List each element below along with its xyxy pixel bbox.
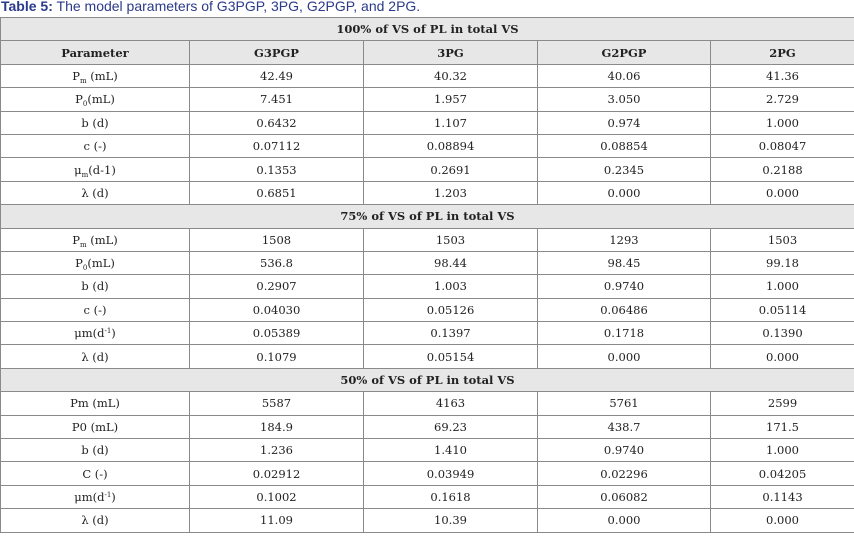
section-title: 75% of VS of PL in total VS bbox=[1, 205, 854, 228]
parameter-symbol: P0 (mL) bbox=[71, 419, 119, 434]
value-cell: 0.6851 bbox=[190, 181, 364, 204]
value-cell: 0.1618 bbox=[364, 485, 538, 508]
value-cell: 5761 bbox=[538, 392, 711, 415]
parameter-symbol: c (-) bbox=[83, 139, 107, 154]
value-cell: 0.1079 bbox=[190, 345, 364, 368]
parameter-unit: ) bbox=[111, 326, 116, 341]
value-cell: 69.23 bbox=[364, 415, 538, 438]
parameter-cell bbox=[1, 88, 190, 111]
parameter-symbol: C (-) bbox=[82, 466, 108, 481]
section-title: 100% of VS of PL in total VS bbox=[1, 18, 854, 41]
value-cell: 0.07112 bbox=[190, 134, 364, 157]
parameter-subscript: m bbox=[79, 240, 87, 249]
table-row bbox=[1, 158, 854, 181]
table-row bbox=[1, 111, 854, 134]
table-caption bbox=[1, 0, 420, 16]
value-cell: 99.18 bbox=[711, 251, 854, 274]
value-cell: 0.08047 bbox=[711, 134, 854, 157]
parameter-symbol: b (d) bbox=[81, 443, 109, 458]
value-cell: 5587 bbox=[190, 392, 364, 415]
parameter-unit: (mL) bbox=[86, 68, 118, 83]
parameter-cell bbox=[1, 392, 190, 415]
parameter-unit: (mL) bbox=[86, 232, 118, 247]
table-row bbox=[1, 485, 854, 508]
parameter-cell bbox=[1, 228, 190, 251]
value-cell: 0.2188 bbox=[711, 158, 854, 181]
table-row bbox=[1, 228, 854, 251]
caption-label: Table 5: bbox=[1, 0, 53, 14]
table-row bbox=[1, 509, 854, 532]
column-header: G2PGP bbox=[538, 41, 711, 64]
value-cell: 0.05154 bbox=[364, 345, 538, 368]
value-cell: 0.1002 bbox=[190, 485, 364, 508]
value-cell: 0.6432 bbox=[190, 111, 364, 134]
parameter-cell bbox=[1, 181, 190, 204]
parameter-cell bbox=[1, 509, 190, 532]
parameter-symbol: Pm (mL) bbox=[70, 396, 120, 411]
value-cell: 0.02296 bbox=[538, 462, 711, 485]
parameter-cell bbox=[1, 158, 190, 181]
value-cell: 41.36 bbox=[711, 64, 854, 87]
table-row bbox=[1, 64, 854, 87]
value-cell: 4163 bbox=[364, 392, 538, 415]
parameter-symbol: μ bbox=[74, 162, 82, 177]
parameter-cell bbox=[1, 134, 190, 157]
parameter-cell bbox=[1, 298, 190, 321]
value-cell: 0.2691 bbox=[364, 158, 538, 181]
value-cell: 1.410 bbox=[364, 439, 538, 462]
value-cell: 2.729 bbox=[711, 88, 854, 111]
value-cell: 0.000 bbox=[538, 345, 711, 368]
parameter-subscript: m bbox=[81, 170, 89, 179]
value-cell: 98.45 bbox=[538, 251, 711, 274]
table-row bbox=[1, 298, 854, 321]
table-row bbox=[1, 275, 854, 298]
value-cell: 0.08894 bbox=[364, 134, 538, 157]
value-cell: 0.1718 bbox=[538, 322, 711, 345]
parameter-symbol: b (d) bbox=[81, 279, 109, 294]
section-title: 50% of VS of PL in total VS bbox=[1, 368, 854, 391]
column-header: 2PG bbox=[711, 41, 854, 64]
parameter-symbol: μm(d bbox=[74, 326, 105, 341]
value-cell: 1503 bbox=[711, 228, 854, 251]
value-cell: 0.1397 bbox=[364, 322, 538, 345]
parameter-unit: (mL) bbox=[87, 92, 115, 107]
parameter-subscript: 0 bbox=[82, 100, 88, 109]
value-cell: 0.1353 bbox=[190, 158, 364, 181]
value-cell: 0.1390 bbox=[711, 322, 854, 345]
parameter-superscript: -1 bbox=[104, 327, 112, 336]
value-cell: 1.000 bbox=[711, 439, 854, 462]
value-cell: 1293 bbox=[538, 228, 711, 251]
parameter-cell bbox=[1, 439, 190, 462]
column-header: Parameter bbox=[1, 41, 190, 64]
table-row bbox=[1, 415, 854, 438]
table-row bbox=[1, 134, 854, 157]
value-cell: 1.957 bbox=[364, 88, 538, 111]
value-cell: 171.5 bbox=[711, 415, 854, 438]
value-cell: 0.05126 bbox=[364, 298, 538, 321]
column-header: 3PG bbox=[364, 41, 538, 64]
value-cell: 3.050 bbox=[538, 88, 711, 111]
value-cell: 1.000 bbox=[711, 111, 854, 134]
parameter-symbol: λ (d) bbox=[81, 185, 109, 200]
parameter-cell bbox=[1, 275, 190, 298]
value-cell: 0.06486 bbox=[538, 298, 711, 321]
value-cell: 0.000 bbox=[711, 345, 854, 368]
value-cell: 40.32 bbox=[364, 64, 538, 87]
value-cell: 0.000 bbox=[711, 509, 854, 532]
header-row bbox=[1, 41, 854, 64]
table-row bbox=[1, 88, 854, 111]
parameter-cell bbox=[1, 462, 190, 485]
parameter-symbol: b (d) bbox=[81, 115, 109, 130]
value-cell: 10.39 bbox=[364, 509, 538, 532]
parameter-symbol: P bbox=[72, 68, 80, 83]
table-row bbox=[1, 345, 854, 368]
parameter-cell bbox=[1, 345, 190, 368]
value-cell: 0.9740 bbox=[538, 275, 711, 298]
value-cell: 1.203 bbox=[364, 181, 538, 204]
table-row bbox=[1, 462, 854, 485]
value-cell: 1.003 bbox=[364, 275, 538, 298]
section-row bbox=[1, 18, 854, 41]
parameter-unit: ) bbox=[111, 490, 116, 504]
parameter-symbol: μm(d bbox=[74, 490, 105, 504]
parameter-cell bbox=[1, 251, 190, 274]
value-cell: 0.04030 bbox=[190, 298, 364, 321]
table-row bbox=[1, 251, 854, 274]
parameter-symbol: λ (d) bbox=[81, 513, 109, 528]
value-cell: 0.1143 bbox=[711, 485, 854, 508]
parameter-subscript: m bbox=[79, 76, 87, 85]
parameter-symbol: P bbox=[75, 92, 83, 107]
value-cell: 1.107 bbox=[364, 111, 538, 134]
column-header: G3PGP bbox=[190, 41, 364, 64]
table-row bbox=[1, 181, 854, 204]
value-cell: 0.000 bbox=[711, 181, 854, 204]
value-cell: 0.05114 bbox=[711, 298, 854, 321]
parameter-cell bbox=[1, 64, 190, 87]
value-cell: 0.974 bbox=[538, 111, 711, 134]
value-cell: 0.04205 bbox=[711, 462, 854, 485]
parameter-cell bbox=[1, 485, 190, 508]
model-parameters-table bbox=[0, 17, 854, 533]
parameter-subscript: 0 bbox=[82, 264, 88, 273]
parameter-unit: (d-1) bbox=[88, 162, 116, 177]
value-cell: 40.06 bbox=[538, 64, 711, 87]
value-cell: 7.451 bbox=[190, 88, 364, 111]
caption-text: The model parameters of G3PGP, 3PG, G2PGP, and 2PG. bbox=[52, 0, 421, 14]
value-cell: 0.08854 bbox=[538, 134, 711, 157]
value-cell: 0.03949 bbox=[364, 462, 538, 485]
value-cell: 0.000 bbox=[538, 509, 711, 532]
section-row bbox=[1, 205, 854, 228]
table-row bbox=[1, 322, 854, 345]
parameter-superscript: -1 bbox=[104, 491, 112, 499]
value-cell: 184.9 bbox=[190, 415, 364, 438]
parameter-cell bbox=[1, 111, 190, 134]
value-cell: 98.44 bbox=[364, 251, 538, 274]
table-row bbox=[1, 392, 854, 415]
value-cell: 1508 bbox=[190, 228, 364, 251]
value-cell: 11.09 bbox=[190, 509, 364, 532]
table-row bbox=[1, 439, 854, 462]
value-cell: 0.000 bbox=[538, 181, 711, 204]
section-row bbox=[1, 368, 854, 391]
value-cell: 0.9740 bbox=[538, 439, 711, 462]
parameter-symbol: P bbox=[72, 232, 80, 247]
value-cell: 2599 bbox=[711, 392, 854, 415]
value-cell: 0.2907 bbox=[190, 275, 364, 298]
value-cell: 0.02912 bbox=[190, 462, 364, 485]
value-cell: 0.05389 bbox=[190, 322, 364, 345]
parameter-symbol: c (-) bbox=[83, 302, 107, 317]
value-cell: 0.2345 bbox=[538, 158, 711, 181]
value-cell: 0.06082 bbox=[538, 485, 711, 508]
value-cell: 1.236 bbox=[190, 439, 364, 462]
value-cell: 1.000 bbox=[711, 275, 854, 298]
parameter-unit: (mL) bbox=[87, 256, 115, 271]
value-cell: 438.7 bbox=[538, 415, 711, 438]
parameter-cell bbox=[1, 415, 190, 438]
parameter-symbol: λ (d) bbox=[81, 349, 109, 364]
value-cell: 42.49 bbox=[190, 64, 364, 87]
value-cell: 536.8 bbox=[190, 251, 364, 274]
parameter-symbol: P bbox=[75, 256, 83, 271]
parameter-cell bbox=[1, 322, 190, 345]
value-cell: 1503 bbox=[364, 228, 538, 251]
